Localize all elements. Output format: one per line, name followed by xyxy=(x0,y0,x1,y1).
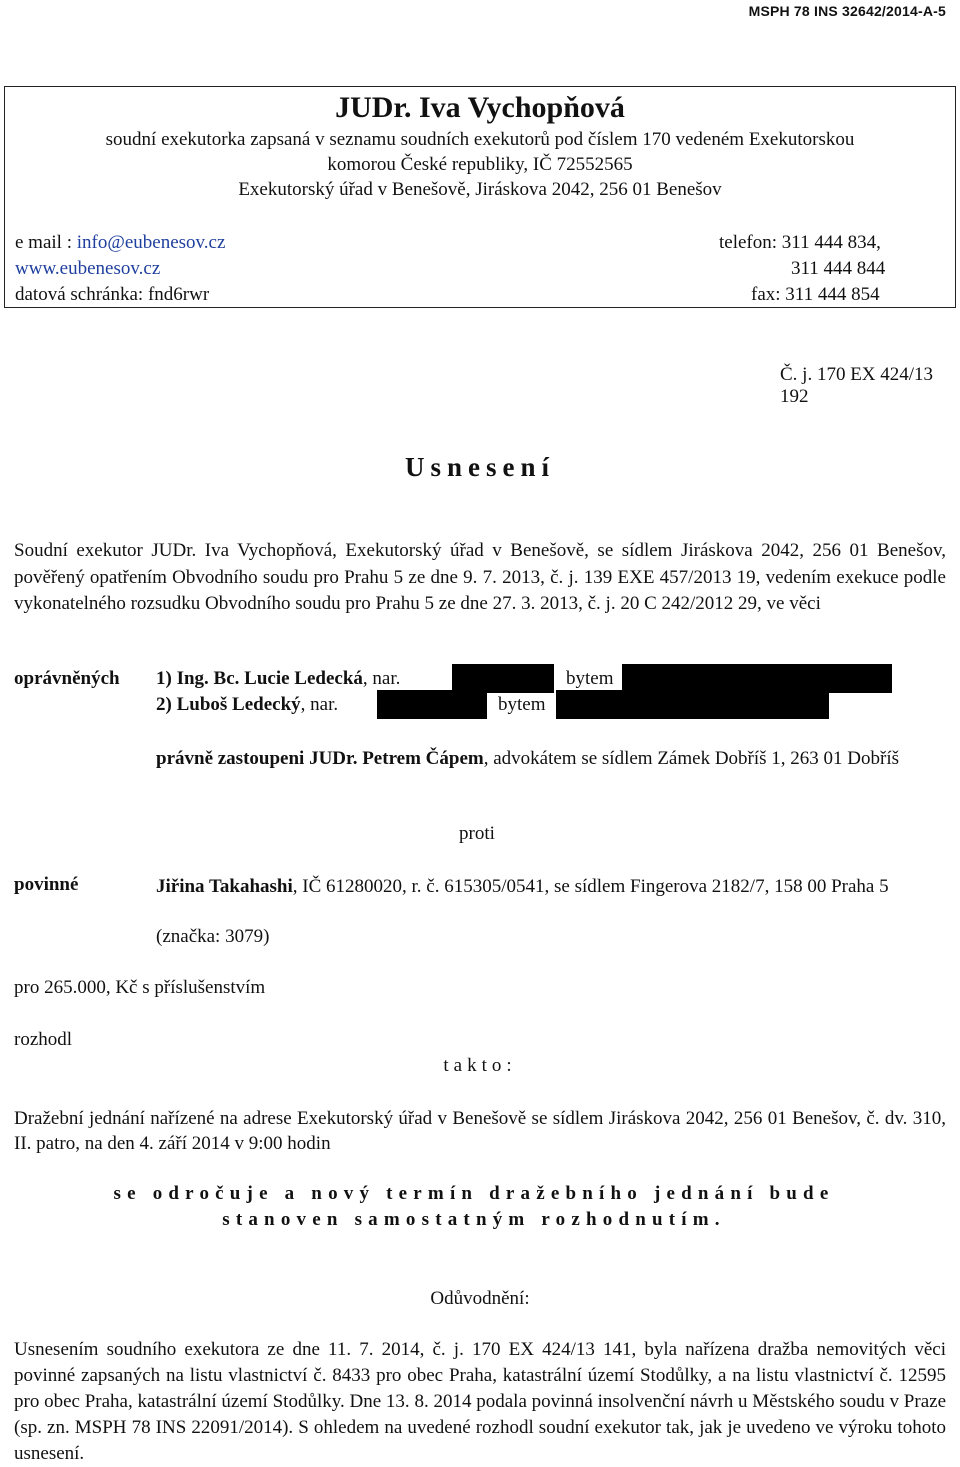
proti: proti xyxy=(459,823,495,844)
redaction-block xyxy=(622,664,892,693)
letterhead-box xyxy=(4,86,956,308)
email-row xyxy=(15,232,225,254)
phone-2: 311 444 844 xyxy=(791,258,886,279)
redaction-block xyxy=(556,690,829,719)
letterhead-line-2: komorou České republiky, IČ 72552565 xyxy=(327,154,633,175)
document-reference: MSPH 78 INS 32642/2014-A-5 xyxy=(748,3,946,19)
obliged-party xyxy=(156,874,956,900)
document-title: Usnesení xyxy=(404,452,555,482)
obliged-details: , IČ 61280020, r. č. 615305/0541, se sídlem Fingerova 2182/7, 158 00 Praha 5 xyxy=(292,876,889,897)
obliged-label: povinné xyxy=(14,874,79,895)
case-number: Č. j. 170 EX 424/13 192 xyxy=(780,364,934,407)
email-link[interactable]: info@eubenesov.cz xyxy=(76,232,226,253)
email-label: e mail : xyxy=(15,232,77,253)
letterhead-line-3: Exekutorský úřad v Benešově, Jiráskova 2042, 256 01 Benešov xyxy=(238,179,722,200)
decided-label: rozhodl xyxy=(14,1029,73,1050)
party-1-name: 1) Ing. Bc. Lucie Ledecká xyxy=(156,668,363,689)
legal-representation xyxy=(156,745,948,772)
party-2-name: 2) Luboš Ledecký xyxy=(156,694,301,715)
party-1 xyxy=(156,668,400,690)
intro-paragraph: Soudní exekutor JUDr. Iva Vychopňová, Exekutorský úřad v Benešově, se sídlem Jiráskova 2042, 256 01 Benešov, pověřený opatřením Obvodního soudu pro Prahu 5 ze dne 9. 7. 2013, č. j. 139 EXE 457/2013 19, vedením exekuce podle vykonatelného rozsudku Obvodního soudu pro Prahu 5 ze dne 27. 3. 2013, č. j. 20 C 242/2012 29, ve věci xyxy=(14,540,946,614)
fax: fax: 311 444 854 xyxy=(751,284,880,305)
executor-name: JUDr. Iva Vychopňová xyxy=(335,91,625,124)
claim-amount: pro 265.000, Kč s příslušenstvím xyxy=(14,977,266,998)
redaction-block xyxy=(377,690,487,719)
party-2 xyxy=(156,694,338,716)
databox: datová schránka: fnd6rwr xyxy=(15,284,210,305)
redaction-block xyxy=(452,664,554,693)
party-1-bytem: bytem xyxy=(566,668,614,689)
letterhead-line-1: soudní exekutorka zapsaná v seznamu soudních exekutorů pod číslem 170 vedeném Exekutorskou xyxy=(105,129,855,150)
decision-line-2: stanoven samostatným rozhodnutím. xyxy=(222,1209,726,1230)
reasoning-title: Odůvodnění: xyxy=(430,1288,530,1309)
attorney-address: , advokátem se sídlem Zámek Dobříš 1, 263 01 Dobříš xyxy=(483,748,900,769)
obliged-mark: (značka: 3079) xyxy=(156,926,270,947)
auction-paragraph: Dražební jednání nařízené na adrese Exekutorský úřad v Benešově se sídlem Jiráskova 2042, 256 01 Benešov, č. dv. 310, II. patro, na den 4. září 2014 v 9:00 hodin xyxy=(14,1108,946,1154)
website-link[interactable]: www.eubenesov.cz xyxy=(15,258,161,279)
takto-heading: takto: xyxy=(443,1055,517,1076)
phone-1: telefon: 311 444 834, xyxy=(719,232,881,253)
party-1-born: , nar. xyxy=(362,668,401,689)
entitled-label: oprávněných xyxy=(14,668,120,689)
party-2-born: , nar. xyxy=(300,694,339,715)
decision-line-1: se odročuje a nový termín dražebního jednání bude xyxy=(113,1183,835,1204)
representation-lead: právně zastoupeni JUDr. xyxy=(156,748,363,769)
attorney-name: Petrem Čápem xyxy=(362,748,484,769)
party-2-bytem: bytem xyxy=(498,694,546,715)
obliged-name: Jiřina Takahashi xyxy=(156,876,293,897)
reasoning-paragraph: Usnesením soudního exekutora ze dne 11. 7. 2014, č. j. 170 EX 424/13 141, byla nařízena dražba nemovitých věci povinné zapsaných na listu vlastnictví č. 8433 pro obec Praha, katastrální území Stodůlky, a na listu vlastnictví č. 12595 pro obec Praha, katastrální území Stodůlky. Dne 13. 8. 2014 podala povinná insolvenční návrh u Městského soudu v Praze (sp. zn. MSPH 78 INS 22091/2014). S ohledem na uvedené rozhodl soudní exekutor tak, jak je uvedeno ve výroku tohoto usnesení. xyxy=(14,1339,946,1464)
